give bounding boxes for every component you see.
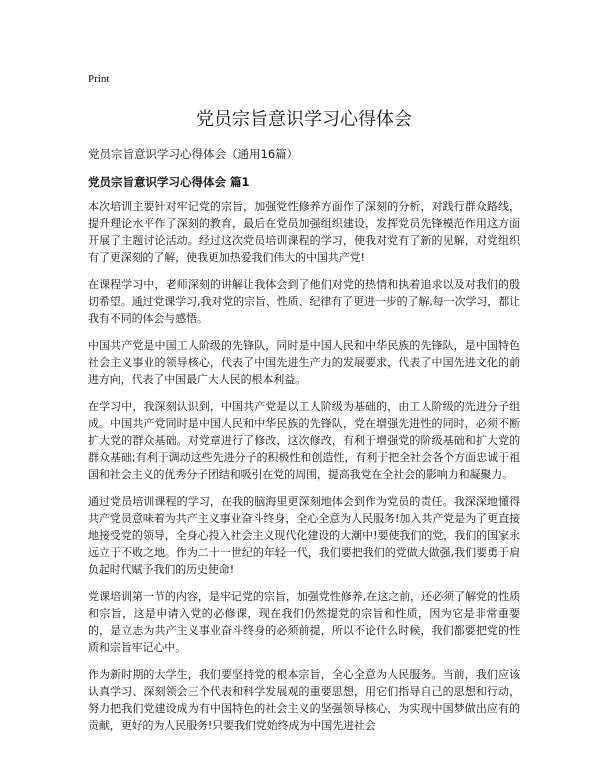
- body-paragraph-3: 中国共产党是中国工人阶级的先锋队，同时是中国人民和中华民族的先锋队，是中国特色社会主义事业的领导核心，代表了中国先进生产力的发展要求，代表了中国先进文化的前进方向，代表了中国最广大人民的根本利益。: [88, 339, 520, 386]
- document-subtitle: 党员宗旨意识学习心得体会（通用16篇）: [88, 147, 299, 161]
- document-page: [88, 62, 520, 734]
- body-paragraph-1: 本次培训主要针对牢记党的宗旨，加强党性修养方面作了深刻的分析，对践行群众路线，提升理论水平作了深刻的教育，最后在党员加强组织建设，发挥党员先锋模范作用这方面开展了主题讨论活动。经过这次党员培训课程的学习，使我对党有了新的见解，对党组织有了更深刻的了解，使我更加热爱我们伟大的中国共产党!: [88, 200, 520, 264]
- document-body: [88, 198, 520, 734]
- body-paragraph-2: 在课程学习中，老师深刻的讲解让我体会到了他们对党的热情和执着追求以及对我们的殷切希望。通过党课学习,我对党的宗旨、性质、纪律有了更进一步的了解,每一次学习，都让我有不同的体会与感悟。: [88, 278, 520, 325]
- section-heading: 党员宗旨意识学习心得体会 篇1: [88, 175, 250, 189]
- print-label: Print: [88, 73, 110, 85]
- body-paragraph-7: 作为新时期的大学生，我们要坚持党的根本宗旨，全心全意为人民服务。当前，我们应该认真学习、深刻领会三个代表和科学发展观的重要思想，用它们指导自己的思想和行动，努力把我们党建设成为有中国特色的社会主义的坚强领导核心，为实现中国梦做出应有的贡献，更好的为人民服务!只要我们党始终成为中国先进社会: [88, 668, 520, 732]
- body-paragraph-4: 在学习中，我深刻认识到，中国共产党是以工人阶级为基础的，由工人阶级的先进分子组成。中国共产党同时是中国人民和中华民族的先锋队，党在增强先进性的同时，必须不断扩大党的群众基础。对党章进行了修改，这次修改，有利于增强党的阶级基础和扩大党的群众基础;有利于调动这些先进分子的积极性和创造性，有利于把全社会各个方面忠诚于祖国和社会主义的优秀分子团结和吸引在党的周围，提高我党在全社会的影响力和凝聚力。: [88, 400, 520, 481]
- body-paragraph-5: 通过党员培训课程的学习，在我的脑海里更深刻地体会到作为党员的责任。我深深地懂得共产党员意味着为共产主义事业奋斗终身，全心全意为人民服务!加入共产党是为了更直接地接受党的领导，全身心投入社会主义现代化建设的大潮中!要使我们的党，我们的国家永远立于不败之地。作为二十一世纪的年轻一代，我们要把我们的党做大做强,我们要勇于肩负起时代赋予我们的历史使命!: [88, 495, 520, 576]
- document-title: 党员宗旨意识学习心得体会: [196, 109, 412, 130]
- body-paragraph-6: 党课培训第一节的内容，是牢记党的宗旨，加强党性修养,在这之前，还必须了解党的性质和宗旨，这是申请入党的必修课，现在我们仍然提党的宗旨和性质，因为它是非常重要的，是立志为共产主义事业奋斗终身的必须前提，所以不论什么时候，我们都要把党的性质和宗旨牢记心中。: [88, 590, 520, 654]
